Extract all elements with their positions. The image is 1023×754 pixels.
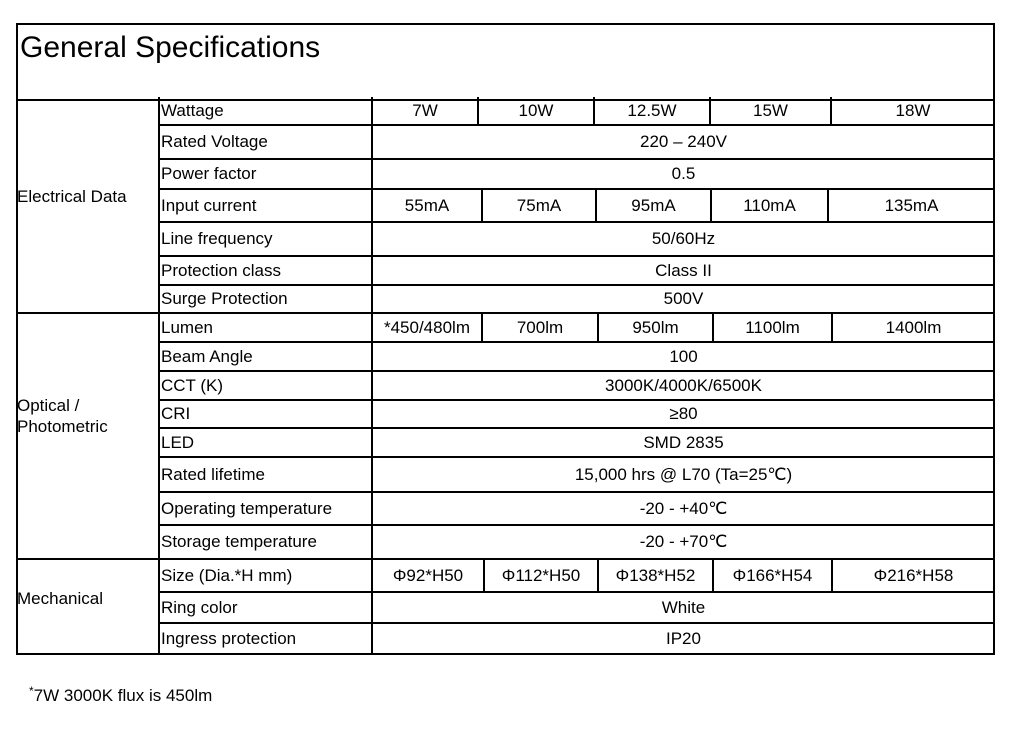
value-cell-input-current: 110mA [743,195,796,215]
row-divider [159,622,995,624]
value-cell-lumen: 950lm [632,317,679,337]
title-box [18,25,993,101]
footnote-marker: * [29,684,34,698]
row-label-input-current: Input current [161,195,257,215]
section-divider [16,558,995,560]
row-label-rated-lifetime: Rated lifetime [161,464,265,484]
row-label-surge-protection: Surge Protection [161,289,288,308]
row-divider [159,456,995,458]
value-cell-surge-protection: 500V [663,289,704,308]
row-label-cct: CCT (K) [161,375,224,395]
row-label-ring-color: Ring color [161,597,238,617]
row-label-ingress-protection: Ingress protection [161,629,297,648]
value-cell-operating-temperature: -20 - +40℃ [639,498,728,518]
value-cell-wattage: 12.5W [627,101,677,120]
value-cell-size: Φ216*H58 [873,565,954,585]
row-divider [159,124,995,126]
row-label-line-frequency: Line frequency [161,229,273,248]
row-divider [159,399,995,401]
section-label-optical: Optical / Photometric [17,396,108,436]
row-label-beam-angle: Beam Angle [161,346,253,366]
value-cell-input-current: 135mA [884,195,939,215]
value-cell-wattage: 10W [518,101,554,120]
row-label-power-factor: Power factor [161,164,257,183]
footnote-text: 7W 3000K flux is 450lm [33,686,213,705]
value-cell-lumen: 1100lm [745,317,800,337]
value-cell-input-current: 75mA [516,195,562,215]
value-cell-size: Φ92*H50 [392,565,464,585]
value-cell-led: SMD 2835 [643,432,724,452]
section-label-mechanical: Mechanical [17,588,103,608]
value-cell-lumen: 1400lm [885,317,942,337]
value-cell-size: Φ112*H50 [501,565,581,585]
footnote [29,686,212,706]
row-label-operating-temperature: Operating temperature [161,498,333,518]
row-divider [159,427,995,429]
value-cell-beam-angle: 100 [669,346,698,366]
row-label-rated-voltage: Rated Voltage [161,132,268,151]
value-cell-storage-temperature: -20 - +70℃ [639,532,728,551]
row-label-cri: CRI [161,404,191,423]
value-cell-cct: 3000K/4000K/6500K [605,375,762,395]
section-label-electrical: Electrical Data [17,186,127,206]
value-cell-size: Φ138*H52 [615,565,696,585]
value-cell-line-frequency: 50/60Hz [651,229,716,248]
value-cell-lumen: *450/480lm [383,317,470,337]
value-cell-power-factor: 0.5 [671,164,696,183]
row-divider [159,284,995,286]
value-cell-protection-class: Class II [655,260,712,280]
row-label-lumen: Lumen [161,317,213,337]
row-label-wattage: Wattage [161,101,224,120]
label-column-divider [158,97,160,655]
value-cell-wattage: 18W [895,101,931,120]
value-cell-ingress-protection: IP20 [666,629,701,648]
value-cell-rated-lifetime: 15,000 hrs @ L70 (Ta=25℃) [574,464,793,484]
value-cell-input-current: 55mA [404,195,450,215]
value-cell-ring-color: White [661,597,706,617]
row-label-size: Size (Dia.*H mm) [161,565,293,585]
row-divider [159,341,995,343]
row-divider [159,524,995,526]
row-label-led: LED [161,432,195,452]
row-divider [159,591,995,593]
value-cell-wattage: 7W [412,101,438,120]
row-divider [159,221,995,223]
value-cell-wattage: 15W [753,101,788,120]
value-cell-lumen: 700lm [516,317,564,337]
row-divider [159,370,995,372]
row-divider [159,158,995,160]
value-cell-cri: ≥80 [669,404,698,423]
section-divider [16,312,995,314]
value-cell-input-current: 95mA [631,195,676,215]
row-divider [159,491,995,493]
value-cell-rated-voltage: 220 – 240V [640,132,727,151]
row-label-storage-temperature: Storage temperature [161,532,317,551]
row-label-protection-class: Protection class [161,260,281,280]
row-divider [159,188,995,190]
value-cell-size: Φ166*H54 [732,565,813,585]
row-divider [159,255,995,257]
page-title: General Specifications [20,31,321,64]
